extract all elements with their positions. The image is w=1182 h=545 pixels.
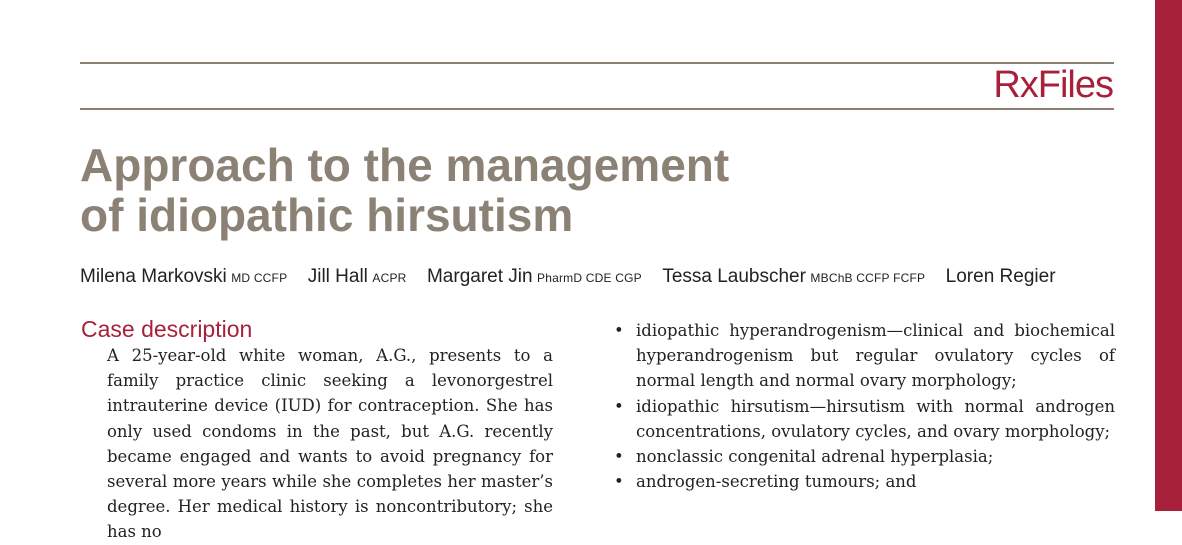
- author: [80, 266, 287, 288]
- diagnosis-bullet-list: [612, 318, 1115, 494]
- title-line-2: of idiopathic hirsutism: [80, 189, 574, 241]
- case-description-heading: Case description: [81, 316, 253, 342]
- author-name: Tessa Laubscher: [662, 266, 806, 287]
- author-name: Milena Markovski: [80, 266, 227, 287]
- author: [662, 266, 925, 288]
- author: [946, 266, 1056, 288]
- side-accent-bar: [1155, 0, 1182, 511]
- list-item: • idiopathic hyperandrogenism—clinical and biochemical hyperandrogenism but regular ovulatory cycles of normal length and normal ovary morphology;: [612, 318, 1115, 394]
- rxfiles-logo: RxFiles: [993, 64, 1113, 106]
- author-list: [80, 266, 1072, 294]
- list-item: • nonclassic congenital adrenal hyperplasia;: [612, 444, 1115, 469]
- author-name: Jill Hall: [307, 266, 368, 287]
- author-credentials: MD CCFP: [231, 271, 288, 285]
- author-credentials: ACPR: [372, 271, 407, 285]
- author: [308, 266, 407, 288]
- author-credentials: PharmD CDE CGP: [537, 271, 642, 285]
- author-name: Loren Regier: [945, 266, 1056, 287]
- author-credentials: MBChB CCFP FCFP: [810, 271, 926, 285]
- case-description-text: A 25-year-old white woman, A.G., presents to a family practice clinic seeking a levonorgestrel intrauterine device (IUD) for contraception. She has only used condoms in the past, but A.G. recently became engaged and wants to avoid pregnancy for several more years while she completes her master’s degree. Her medical history is noncontributory; she has no: [107, 346, 553, 542]
- list-item: • idiopathic hirsutism—hirsutism with normal androgen concentrations, ovulatory cycles, and ovary morphology;: [612, 394, 1115, 444]
- title-line-1: Approach to the management: [80, 139, 730, 191]
- header-rule-bottom: [80, 108, 1114, 110]
- author-name: Margaret Jin: [426, 266, 533, 287]
- author: [427, 266, 642, 288]
- article-title: [80, 140, 729, 240]
- list-item: • androgen-secreting tumours; and: [612, 469, 1115, 494]
- header-rule-top: [80, 62, 1114, 64]
